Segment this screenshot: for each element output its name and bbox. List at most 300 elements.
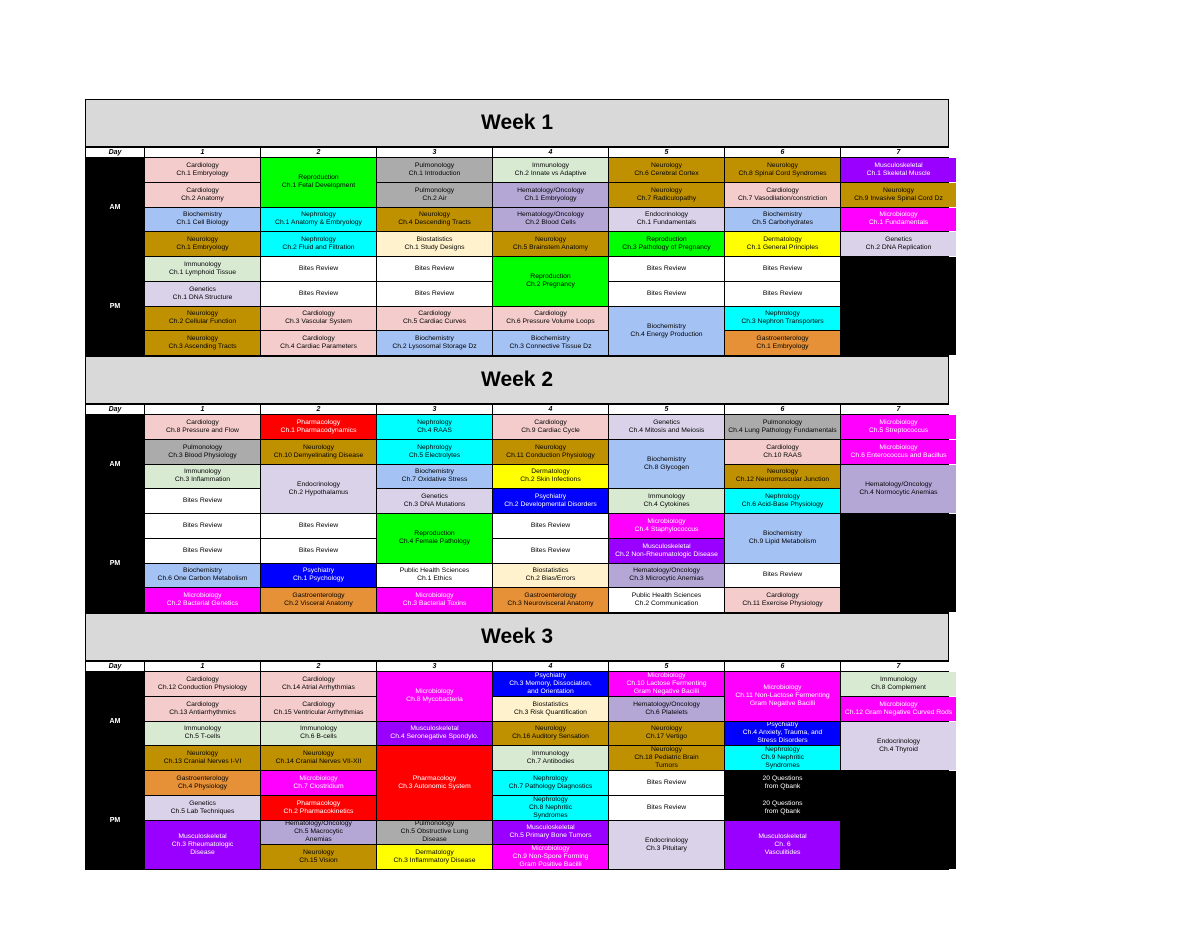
chapter-label: Ch.2 Innate vs Adaptive xyxy=(514,169,587,177)
schedule-cell xyxy=(609,588,724,612)
schedule-cell xyxy=(493,821,608,845)
subject-label: Microbiology xyxy=(879,418,918,426)
subject-label: Psychiatry xyxy=(534,672,567,679)
schedule-cell xyxy=(609,307,724,356)
schedule-cell xyxy=(145,722,260,746)
chapter-label: Ch.2 Cellular Function xyxy=(168,318,237,326)
subject-label: Biochemistry xyxy=(415,335,454,343)
schedule-cell xyxy=(261,257,376,281)
subject-label: 20 Questions xyxy=(762,774,803,782)
subject-label: Neurology xyxy=(651,186,682,194)
chapter-label: Vasculitides xyxy=(764,848,801,856)
chapter-label: Ch.2 Developmental Disorders xyxy=(504,501,597,509)
subject-label: Genetics xyxy=(189,799,216,807)
chapter-label: Ch.17 Vertigo xyxy=(645,733,688,741)
chapter-label: Tumors xyxy=(655,762,678,770)
schedule-cell xyxy=(261,564,376,588)
chapter-label: Ch.13 Antiarrhythmics xyxy=(169,708,236,716)
subject-label: Cardiology xyxy=(302,310,335,318)
day-number: 3 xyxy=(377,662,492,671)
schedule-cell xyxy=(261,539,376,563)
schedule-cell xyxy=(493,307,608,331)
schedule-cell xyxy=(145,821,260,870)
schedule-cell xyxy=(725,588,840,612)
schedule-cell xyxy=(609,232,724,256)
schedule-cell xyxy=(493,796,608,820)
day-number: 6 xyxy=(725,148,840,157)
chapter-label: Ch.6 Acid-Base Physiology xyxy=(741,501,824,509)
schedule-cell xyxy=(493,514,608,538)
schedule-cell xyxy=(725,746,840,770)
schedule-cell xyxy=(377,465,492,489)
chapter-label: Ch.3 Autonomic System xyxy=(398,782,471,790)
schedule-cell xyxy=(493,257,608,306)
subject-label: Bites Review xyxy=(646,803,687,811)
schedule-cell xyxy=(261,796,376,820)
subject-label: Bites Review xyxy=(182,546,223,554)
subject-label: Cardiology xyxy=(534,418,567,426)
week-grid xyxy=(85,661,953,870)
schedule-cell xyxy=(609,564,724,588)
chapter-label: Ch.2 Blood Cells xyxy=(525,219,576,227)
chapter-label: Ch.5 Streptococcus xyxy=(868,426,929,434)
day-number: 1 xyxy=(145,148,260,157)
chapter-label: Ch.2 Lysosomal Storage Dz xyxy=(392,343,477,351)
chapter-label: Ch.2 Air xyxy=(422,194,447,202)
chapter-label: Ch.12 Neuromuscular Junction xyxy=(735,476,830,484)
chapter-label: Gram Negative Bacilli xyxy=(749,700,816,708)
schedule-cell xyxy=(261,845,376,869)
schedule-cell xyxy=(261,771,376,795)
chapter-label: Ch.12 Conduction Physiology xyxy=(157,683,248,691)
subject-label: Reproduction xyxy=(298,174,339,182)
subject-label: Hematology/Oncology xyxy=(633,567,700,575)
subject-label: Immunology xyxy=(647,493,686,501)
subject-label: Dermatology xyxy=(415,849,454,857)
subject-label: Neurology xyxy=(303,750,334,758)
schedule-cell xyxy=(725,257,840,281)
schedule-cell xyxy=(377,746,492,819)
subject-label: Pulmonology xyxy=(414,186,455,194)
subject-label: Pulmonology xyxy=(414,161,455,169)
day-number: 4 xyxy=(493,405,608,414)
subject-label: Neurology xyxy=(419,211,450,219)
chapter-label: Ch.5 Obstructive Lung xyxy=(400,828,469,836)
subject-label: Endocrinology xyxy=(644,211,689,219)
schedule-cell xyxy=(493,208,608,232)
subject-label: Microbiology xyxy=(415,688,454,696)
subject-label: Cardiology xyxy=(766,592,799,600)
subject-label: Bites Review xyxy=(762,289,803,297)
chapter-label: Ch.5 T-cells xyxy=(184,733,221,741)
subject-label: Neurology xyxy=(303,849,334,857)
subject-label: Bites Review xyxy=(646,289,687,297)
subject-label: Bites Review xyxy=(530,546,571,554)
chapter-label: Ch.4 Anxiety, Trauma, and xyxy=(742,729,823,737)
subject-label: Hematology/Oncology xyxy=(633,700,700,708)
subject-label: Nephrology xyxy=(533,795,568,803)
chapter-label: Ch.7 Oxidative Stress xyxy=(401,476,468,484)
chapter-label: Ch.15 Ventricular Arrhythmias xyxy=(273,708,364,716)
schedule-cell xyxy=(609,282,724,306)
day-number: 4 xyxy=(493,148,608,157)
subject-label: Biostatistics xyxy=(416,236,453,244)
subject-label: Cardiology xyxy=(302,700,335,708)
schedule-cell xyxy=(145,465,260,489)
subject-label: Pharmacology xyxy=(296,418,341,426)
subject-label: Immunology xyxy=(183,260,222,268)
subject-label: Immunology xyxy=(531,161,570,169)
subject-label: Microbiology xyxy=(415,592,454,600)
chapter-label: Ch.7 Radiculopathy xyxy=(636,194,697,202)
chapter-label: Ch.1 Embryology xyxy=(176,244,229,252)
subject-label: Microbiology xyxy=(879,211,918,219)
week-title: Week 1 xyxy=(85,99,949,147)
chapter-label: Ch.1 Anatomy & Embryology xyxy=(275,219,362,227)
chapter-label: Ch.1 Study Designs xyxy=(404,244,465,252)
schedule-cell xyxy=(145,489,260,513)
chapter-label: Ch.4 Cytokines xyxy=(643,501,690,509)
subject-label: Public Health Sciences xyxy=(399,567,470,575)
schedule-cell xyxy=(609,539,724,563)
schedule-cell xyxy=(725,722,840,746)
chapter-label: Ch.4 Mitosis and Meiosis xyxy=(628,426,705,434)
day-number: 2 xyxy=(261,405,376,414)
am-label: AM xyxy=(86,672,144,770)
subject-label: Cardiology xyxy=(766,186,799,194)
chapter-label: Ch.14 Atrial Arrhythmias xyxy=(282,683,355,691)
subject-label: Neurology xyxy=(651,725,682,733)
chapter-label: Ch.9 Invasive Spinal Cord Dz xyxy=(854,194,943,202)
chapter-label: Ch.11 Non-Lactose Fermenting xyxy=(735,692,830,700)
chapter-label: Ch.2 DNA Replication xyxy=(865,244,932,252)
schedule-cell xyxy=(841,158,956,182)
subject-label: Cardiology xyxy=(186,186,219,194)
subject-label: Reproduction xyxy=(646,236,687,244)
day-number: 6 xyxy=(725,405,840,414)
schedule-cell xyxy=(145,440,260,464)
chapter-label: Ch.10 Lactose Fermenting xyxy=(626,679,707,687)
schedule-cell xyxy=(377,232,492,256)
schedule-cell xyxy=(261,282,376,306)
schedule-cell xyxy=(493,746,608,770)
schedule-cell xyxy=(377,307,492,331)
subject-label: Genetics xyxy=(653,418,680,426)
schedule-cell xyxy=(261,697,376,721)
chapter-label: Ch.9 Cardiac Cycle xyxy=(521,426,580,434)
schedule-cell xyxy=(609,208,724,232)
chapter-label: Ch.2 Bacterial Genetics xyxy=(166,600,239,608)
schedule-cell xyxy=(145,257,260,281)
subject-label: Cardiology xyxy=(186,161,219,169)
chapter-label: Ch.12 Gram Negative Curved Rods xyxy=(844,708,953,716)
off-day-cell xyxy=(841,771,956,869)
subject-label: Genetics xyxy=(421,493,448,501)
subject-label: Musculoskeletal xyxy=(526,824,575,832)
chapter-label: Ch.9 Nephritic xyxy=(760,754,805,762)
chapter-label: Ch.1 General Principles xyxy=(746,244,819,252)
am-label: AM xyxy=(86,158,144,256)
subject-label: Microbiology xyxy=(647,672,686,679)
subject-label: Microbiology xyxy=(879,700,918,708)
schedule-cell xyxy=(841,208,956,232)
chapter-label: Stress Disorders xyxy=(757,737,808,745)
schedule-cell xyxy=(377,588,492,612)
schedule-cell xyxy=(493,465,608,489)
chapter-label: Ch.5 Macrocytic xyxy=(294,828,343,836)
chapter-label: Ch.3 Nephron Transporters xyxy=(741,318,824,326)
subject-label: Hematology/Oncology xyxy=(865,480,932,488)
chapter-label: Ch.8 Complement xyxy=(871,683,926,691)
chapter-label: Ch.3 Blood Physiology xyxy=(168,451,237,459)
subject-label: Dermatology xyxy=(763,236,802,244)
chapter-label: Ch.1 Pharmacodynamics xyxy=(280,426,357,434)
schedule-cell xyxy=(261,232,376,256)
schedule-cell xyxy=(725,331,840,355)
schedule-cell xyxy=(377,440,492,464)
off-day-cell xyxy=(841,257,956,355)
schedule-cell xyxy=(493,722,608,746)
schedule-cell xyxy=(725,465,840,489)
subject-label: Gastroenterology xyxy=(524,592,577,600)
subject-label: Biochemistry xyxy=(763,211,802,219)
subject-label: Neurology xyxy=(535,236,566,244)
schedule-cell xyxy=(377,845,492,869)
chapter-label: Ch.3 Pituitary xyxy=(646,844,687,852)
day-number: 3 xyxy=(377,405,492,414)
chapter-label: Ch.10 Demyelinating Disease xyxy=(273,451,364,459)
schedule-cell xyxy=(145,158,260,182)
day-number: 5 xyxy=(609,148,724,157)
subject-label: Hematology/Oncology xyxy=(517,211,584,219)
subject-label: Microbiology xyxy=(879,443,918,451)
subject-label: Pulmonology xyxy=(182,443,223,451)
schedule-cell xyxy=(145,208,260,232)
subject-label: Microbiology xyxy=(763,684,802,692)
schedule-cell xyxy=(609,415,724,439)
subject-label: Microbiology xyxy=(183,592,222,600)
chapter-label: Ch.7 Clostridium xyxy=(293,782,344,790)
subject-label: Reproduction xyxy=(414,530,455,538)
subject-label: Neurology xyxy=(651,746,682,754)
subject-label: Public Health Sciences xyxy=(631,592,702,600)
chapter-label: Ch.7 Pathology Diagnostics xyxy=(508,782,593,790)
schedule-cell xyxy=(725,415,840,439)
subject-label: Biochemistry xyxy=(415,468,454,476)
subject-label: Bites Review xyxy=(414,289,455,297)
chapter-label: Ch.3 Neurovisceral Anatomy xyxy=(507,600,594,608)
subject-label: Nephrology xyxy=(301,236,336,244)
day-number: 1 xyxy=(145,662,260,671)
schedule-cell xyxy=(493,489,608,513)
schedule-cell xyxy=(377,489,492,513)
subject-label: Cardiology xyxy=(186,700,219,708)
chapter-label: Ch.1 Introduction xyxy=(408,169,461,177)
day-number: 5 xyxy=(609,405,724,414)
chapter-label: Ch.1 Fetal Development xyxy=(281,182,356,190)
subject-label: Pulmonology xyxy=(762,418,803,426)
chapter-label: Ch.1 Lymphoid Tissue xyxy=(169,268,236,276)
day-number: 7 xyxy=(841,148,956,157)
subject-label: Cardiology xyxy=(534,310,567,318)
subject-label: Cardiology xyxy=(186,418,219,426)
week-grid xyxy=(85,147,949,356)
chapter-label: Ch.4 RAAS xyxy=(417,426,452,434)
chapter-label: Ch.7 Vasodilation/constriction xyxy=(737,194,828,202)
subject-label: Microbiology xyxy=(299,774,338,782)
subject-label: Pharmacology xyxy=(412,774,457,782)
subject-label: Neurology xyxy=(883,186,914,194)
schedule-cell xyxy=(725,489,840,513)
schedule-cell xyxy=(261,672,376,696)
schedule-cell xyxy=(145,307,260,331)
subject-label: Bites Review xyxy=(298,289,339,297)
subject-label: Cardiology xyxy=(302,675,335,683)
schedule-cell xyxy=(377,672,492,721)
subject-label: Neurology xyxy=(651,161,682,169)
subject-label: Gastroenterology xyxy=(176,774,229,782)
schedule-cell xyxy=(145,539,260,563)
schedule-cell xyxy=(261,415,376,439)
schedule-cell xyxy=(609,746,724,770)
chapter-label: Ch.4 Cardiac Parameters xyxy=(280,343,357,351)
subject-label: Cardiology xyxy=(418,310,451,318)
schedule-cell xyxy=(493,232,608,256)
chapter-label: Ch.8 Glycogen xyxy=(644,464,689,471)
chapter-label: Ch.1 Fundamentals xyxy=(868,219,929,227)
schedule-cell xyxy=(725,564,840,588)
schedule-cell xyxy=(493,771,608,795)
chapter-label: Ch.18 Pediatric Brain xyxy=(634,754,699,762)
schedule-cell xyxy=(609,796,724,820)
chapter-label: from Qbank xyxy=(764,782,801,790)
chapter-label: Ch.13 Cranial Nerves I-VI xyxy=(163,758,242,766)
chapter-label: Ch.8 Nephritic xyxy=(528,803,573,811)
schedule-cell xyxy=(725,771,840,795)
chapter-label: Ch.3 Risk Quantification xyxy=(514,708,587,716)
subject-label: Neurology xyxy=(187,310,218,318)
subject-label: Biostatistics xyxy=(532,700,569,708)
schedule-cell xyxy=(493,183,608,207)
chapter-label: Ch.5 Brainstem Anatomy xyxy=(512,244,589,252)
schedule-cell xyxy=(145,672,260,696)
chapter-label: Ch.5 Primary Bone Tumors xyxy=(509,832,592,840)
day-header-label: Day xyxy=(86,148,144,157)
schedule-cell xyxy=(725,183,840,207)
day-header-label: Day xyxy=(86,405,144,414)
schedule-cell xyxy=(609,771,724,795)
chapter-label: Ch.2 Anatomy xyxy=(181,194,224,202)
schedule-cell xyxy=(493,158,608,182)
subject-label: Genetics xyxy=(885,236,912,244)
chapter-label: Ch.6 B-cells xyxy=(300,733,337,741)
schedule-cell xyxy=(377,331,492,355)
day-number: 4 xyxy=(493,662,608,671)
subject-label: Genetics xyxy=(189,285,216,293)
chapter-label: Ch.3 Pathology of Pregnancy xyxy=(622,244,711,252)
subject-label: Musculoskeletal xyxy=(874,161,923,169)
chapter-label: Ch.4 Normocytic Anemias xyxy=(859,488,938,496)
schedule-cell xyxy=(609,821,724,870)
schedule-cell xyxy=(841,440,956,464)
chapter-label: from Qbank xyxy=(764,807,801,815)
subject-label: Neurology xyxy=(303,443,334,451)
subject-label: Bites Review xyxy=(762,571,803,579)
subject-label: Nephrology xyxy=(765,493,800,501)
chapter-label: Ch.6 Pressure Volume Loops xyxy=(506,318,595,326)
chapter-label: Ch.3 Microcytic Anemias xyxy=(629,575,704,583)
chapter-label: Ch.8 Mycobacteria xyxy=(406,696,463,704)
subject-label: Biochemistry xyxy=(531,335,570,343)
chapter-label: Ch.6 One Carbon Metabolism xyxy=(157,575,248,583)
schedule-cell xyxy=(493,440,608,464)
off-label: OFF xyxy=(870,290,927,321)
schedule-cell xyxy=(377,158,492,182)
schedule-cell xyxy=(261,821,376,845)
chapter-label: Ch.11 Conduction Physiology xyxy=(506,451,595,459)
day-number: 3 xyxy=(377,148,492,157)
chapter-label: Disease xyxy=(190,848,215,856)
subject-label: Immunology xyxy=(183,468,222,476)
schedule-cell xyxy=(841,672,956,696)
chapter-label: Ch.2 Fluid and Filtration xyxy=(282,244,355,252)
schedule-cell xyxy=(261,158,376,207)
subject-label: Neurology xyxy=(187,236,218,244)
chapter-label: Ch.1 Embryology xyxy=(756,343,809,351)
schedule-cell xyxy=(725,282,840,306)
chapter-label: Ch.3 Connective Tissue Dz xyxy=(509,343,592,351)
schedule-cell xyxy=(261,440,376,464)
schedule-cell xyxy=(261,208,376,232)
subject-label: Bites Review xyxy=(646,264,687,272)
schedule-cell xyxy=(725,514,840,563)
schedule-cell xyxy=(145,331,260,355)
chapter-label: Ch. 6 xyxy=(774,840,791,848)
subject-label: Musculoskeletal xyxy=(410,725,459,733)
subject-label: Gastroenterology xyxy=(292,592,345,600)
subject-label: Endocrinology xyxy=(644,836,689,844)
chapter-label: Ch.5 Carbohydrates xyxy=(752,219,813,227)
schedule-cell xyxy=(841,697,956,721)
chapter-label: Ch.2 Visceral Anatomy xyxy=(284,600,353,608)
schedule-cell xyxy=(609,489,724,513)
subject-label: 20 Questions xyxy=(762,799,803,807)
schedule-cell xyxy=(609,722,724,746)
chapter-label: Ch.9 Non-Spore Forming xyxy=(512,853,589,861)
schedule-cell xyxy=(725,796,840,820)
schedule-cell xyxy=(145,746,260,770)
subject-label: Microbiology xyxy=(531,845,570,853)
day-number: 6 xyxy=(725,662,840,671)
schedule-cell xyxy=(609,672,724,696)
schedule-cell xyxy=(377,257,492,281)
chapter-label: Ch.4 Thyroid xyxy=(879,745,918,753)
subject-label: Psychiatry xyxy=(766,721,799,729)
day-header-label: Day xyxy=(86,662,144,671)
chapter-label: Ch.11 Exercise Physiology xyxy=(742,600,823,608)
chapter-label: Syndromes xyxy=(533,811,568,819)
subject-label: Cardiology xyxy=(186,675,219,683)
schedule-cell xyxy=(609,183,724,207)
schedule-cell xyxy=(377,514,492,563)
schedule-cell xyxy=(493,564,608,588)
subject-label: Microbiology xyxy=(647,517,686,525)
schedule-cell xyxy=(145,183,260,207)
schedule-cell xyxy=(725,158,840,182)
chapter-label: Ch.8 Pressure and Flow xyxy=(166,426,239,434)
subject-label: Bites Review xyxy=(182,497,223,505)
schedule-cell xyxy=(841,415,956,439)
